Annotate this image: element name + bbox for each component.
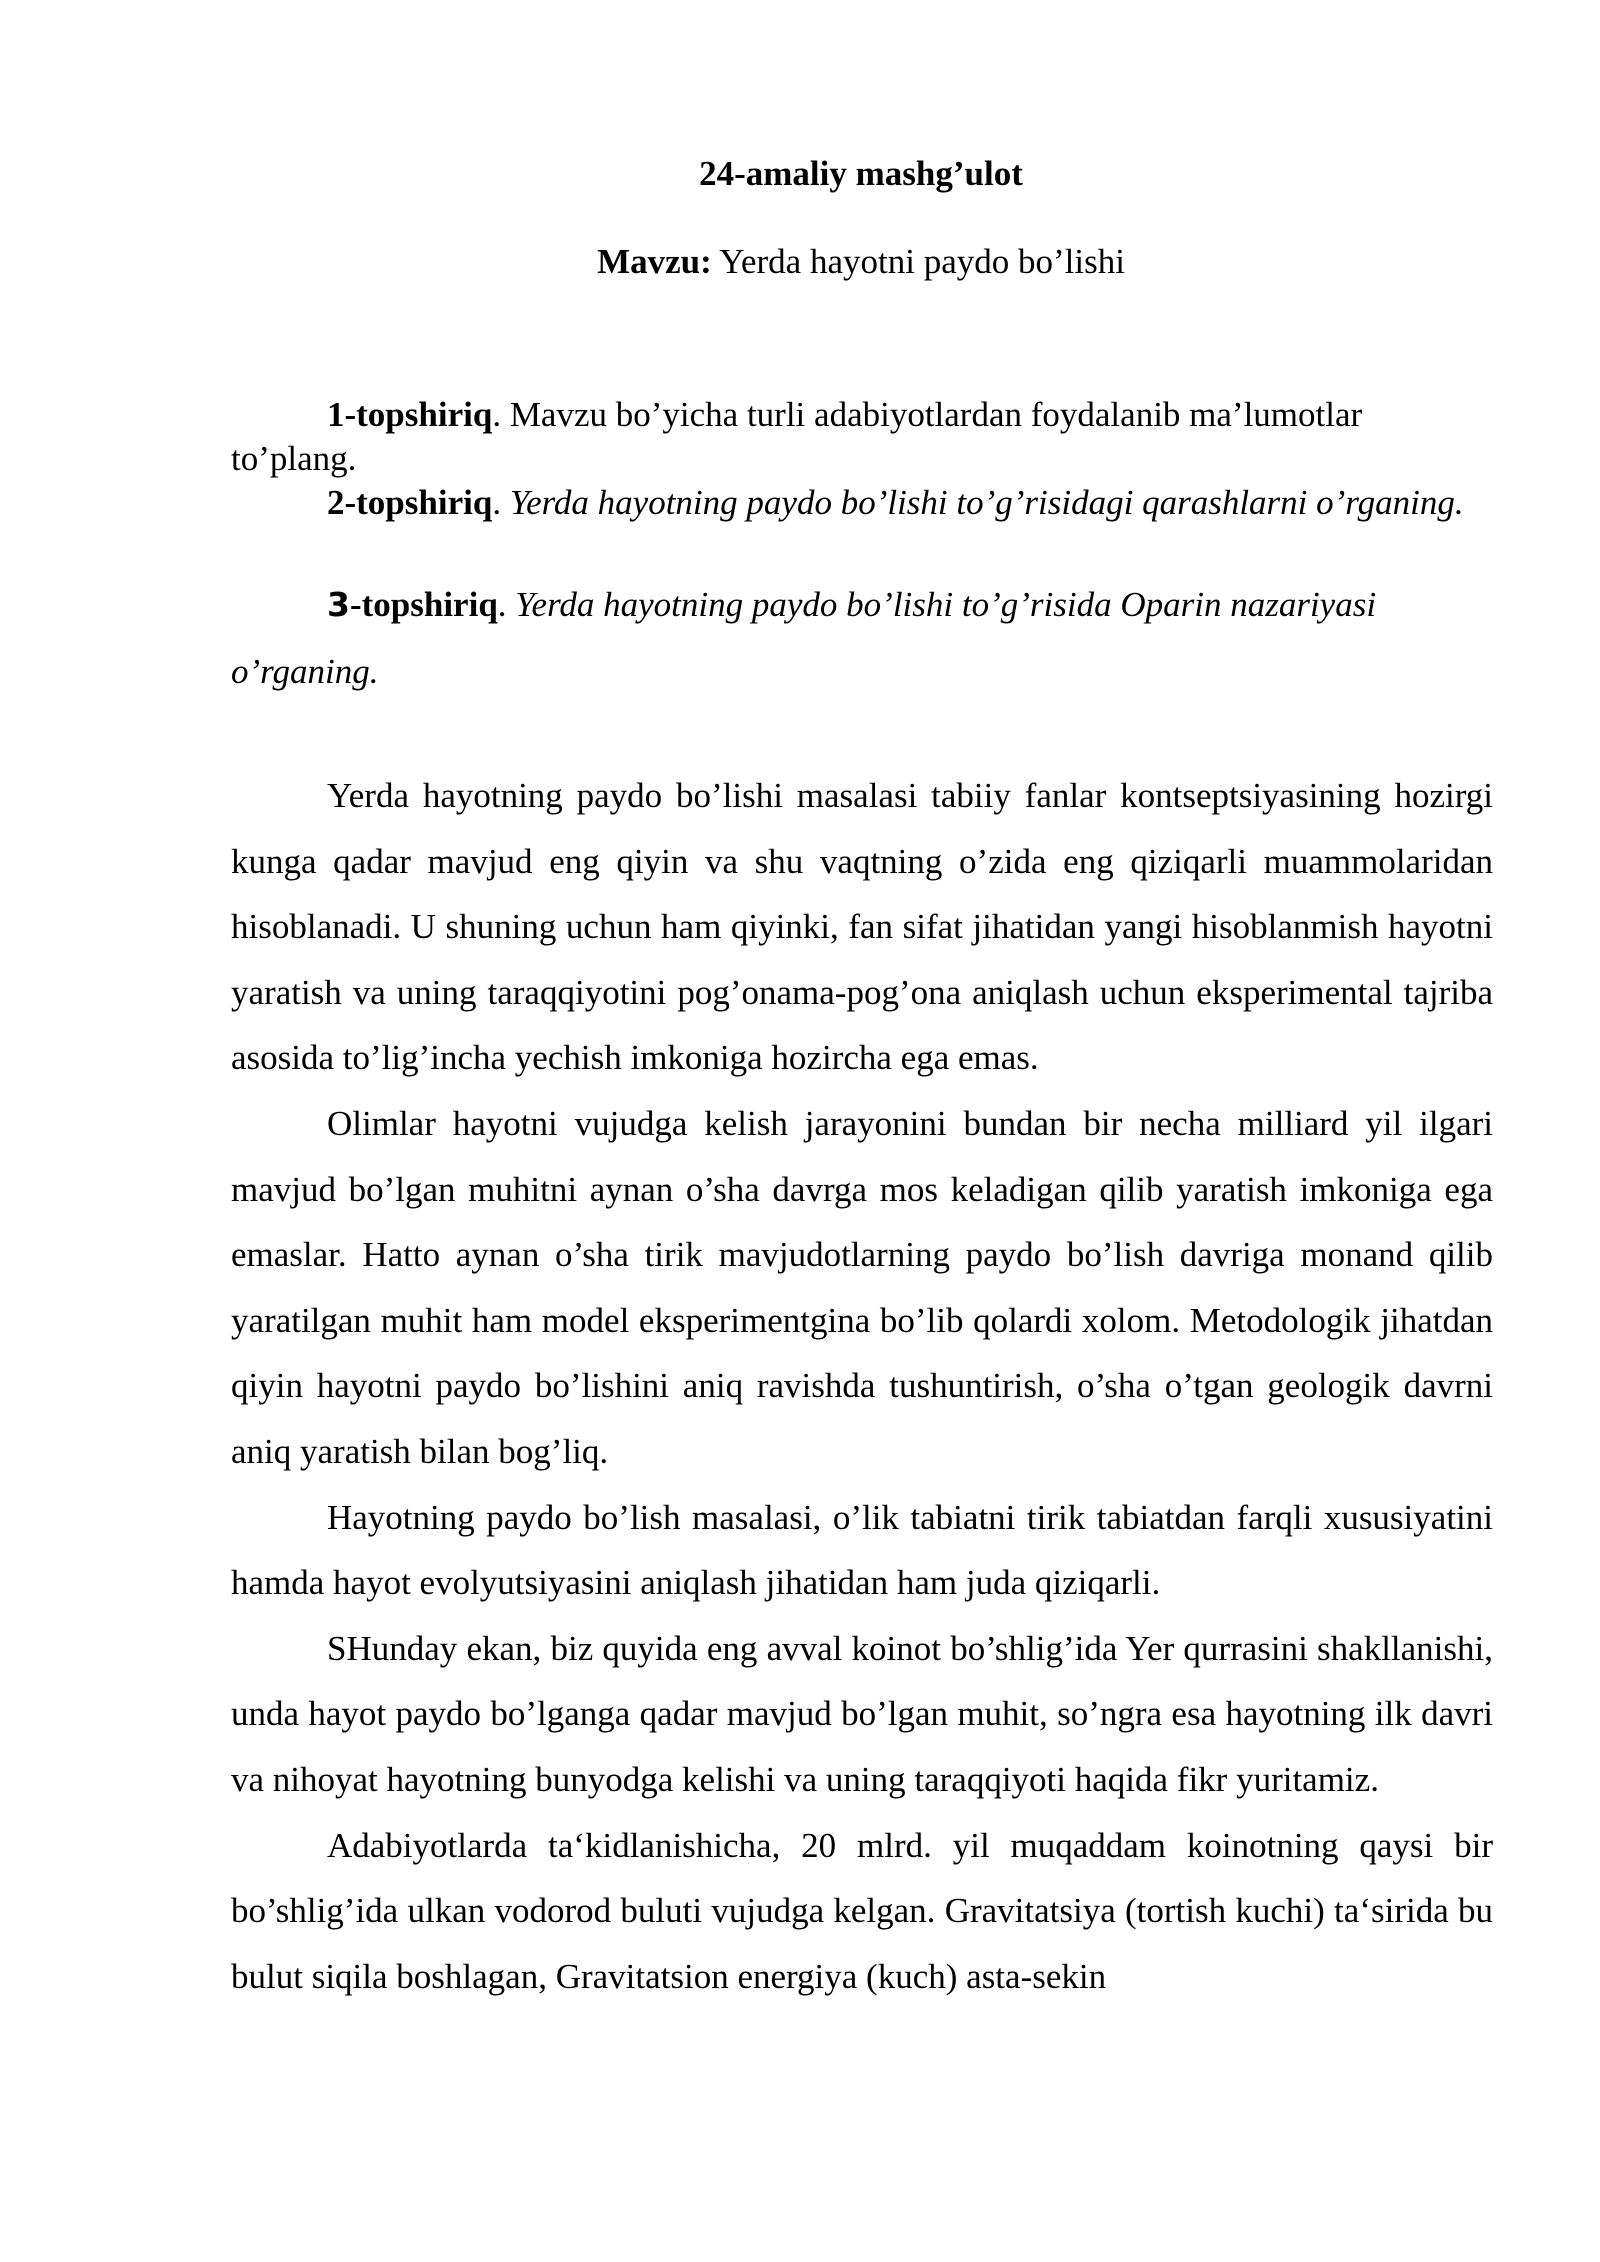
task-2-text: Yerda hayotning paydo bo’lishi to’g’risidagi qarashlarni o’rganing. [509, 483, 1464, 522]
paragraph-5: Adabiyotlarda ta‘kidlanishicha, 20 mlrd. yil muqaddam koinotning qaysi bir bo’shlig’ida ulkan vodorod buluti vujudga kelgan. Gravitatsiya (tortish kuchi) ta‘sirida bu bulut siqila boshlagan, Gravitatsion energiya (kuch) asta-sekin [231, 1825, 1493, 1996]
body-text [231, 763, 1493, 2009]
task-2-separator: . [492, 483, 510, 522]
task-2-label [327, 483, 492, 522]
task-3-label-number: 3 [327, 585, 350, 624]
paragraph-2: Olimlar hayotni vujudga kelish jarayonini bundan bir necha milliard yil ilgari mavjud bo’lgan muhitni aynan o’sha davrga mos keladigan qilib yaratish imkoniga ega emaslar. Hatto aynan o’sha tirik mavjudotlarning paydo bo’lish davriga monand qilib yaratilgan muhit ham model eksperimentgina bo’lib qolardi xolom. Metodologik jihatdan qiyin hayotni paydo bo’lishini aniq ravishda tushuntirish, o’sha o’tgan geologik davrni aniq yaratish bilan bog’liq. [231, 1103, 1493, 1471]
task-3-text: Yerda hayotning paydo bo’lishi to’g’risida Oparin nazariyasi o’rganing. [231, 585, 1377, 691]
task-2 [231, 481, 1493, 525]
subject-text: Yerda hayotni paydo bo’lishi [711, 242, 1125, 281]
paragraph-4: SHunday ekan, biz quyida eng avval koinot bo’shlig’ida Yer qurrasini shakllanishi, unda hayot paydo bo’lganga qadar mavjud bo’lgan muhit, so’ngra esa hayotning ilk davri va nihoyat hayotning bunyodga kelishi va uning taraqqiyoti haqida fikr yuritamiz. [231, 1628, 1493, 1799]
task-2-label-number: 2 [327, 483, 345, 522]
task-2-label-word: -topshiriq [344, 483, 493, 522]
task-1-separator: . [492, 395, 510, 434]
task-1 [231, 393, 1493, 481]
document-title: 24-amaliy mashg’ulot [699, 154, 1023, 193]
task-3-label-word: -topshiriq [349, 585, 498, 624]
paragraph-3: Hayotning paydo bo’lish masalasi, o’lik tabiatni tirik tabiatdan farqli xususiyatini hamda hayot evolyutsiyasini aniqlash jihatidan ham juda qiziqarli. [231, 1497, 1493, 1603]
task-3 [231, 571, 1501, 705]
document-subject [0, 238, 1600, 286]
subject-label: Mavzu: [597, 242, 712, 281]
task-3-label [327, 585, 498, 624]
task-3-separator: . [497, 585, 516, 624]
task-1-text: Mavzu bo’yicha turli adabiyotlardan foydalanib ma’lumotlar to’plang. [231, 395, 1363, 478]
task-1-label: 1-topshiriq [327, 395, 493, 434]
paragraph-1: Yerda hayotning paydo bo’lishi masalasi tabiiy fanlar kontseptsiyasining hozirgi kunga qadar mavjud eng qiyin va shu vaqtning o’zida eng qiziqarli muammolaridan hisoblanadi. U shuning uchun ham qiyinki, fan sifat jihatidan yangi hisoblanmish hayotni yaratish va uning taraqqiyotini pog’onama-pog’ona aniqlash uchun eksperimental tajriba asosida to’lig’incha yechish imkoniga hozircha ega emas. [231, 776, 1493, 1078]
